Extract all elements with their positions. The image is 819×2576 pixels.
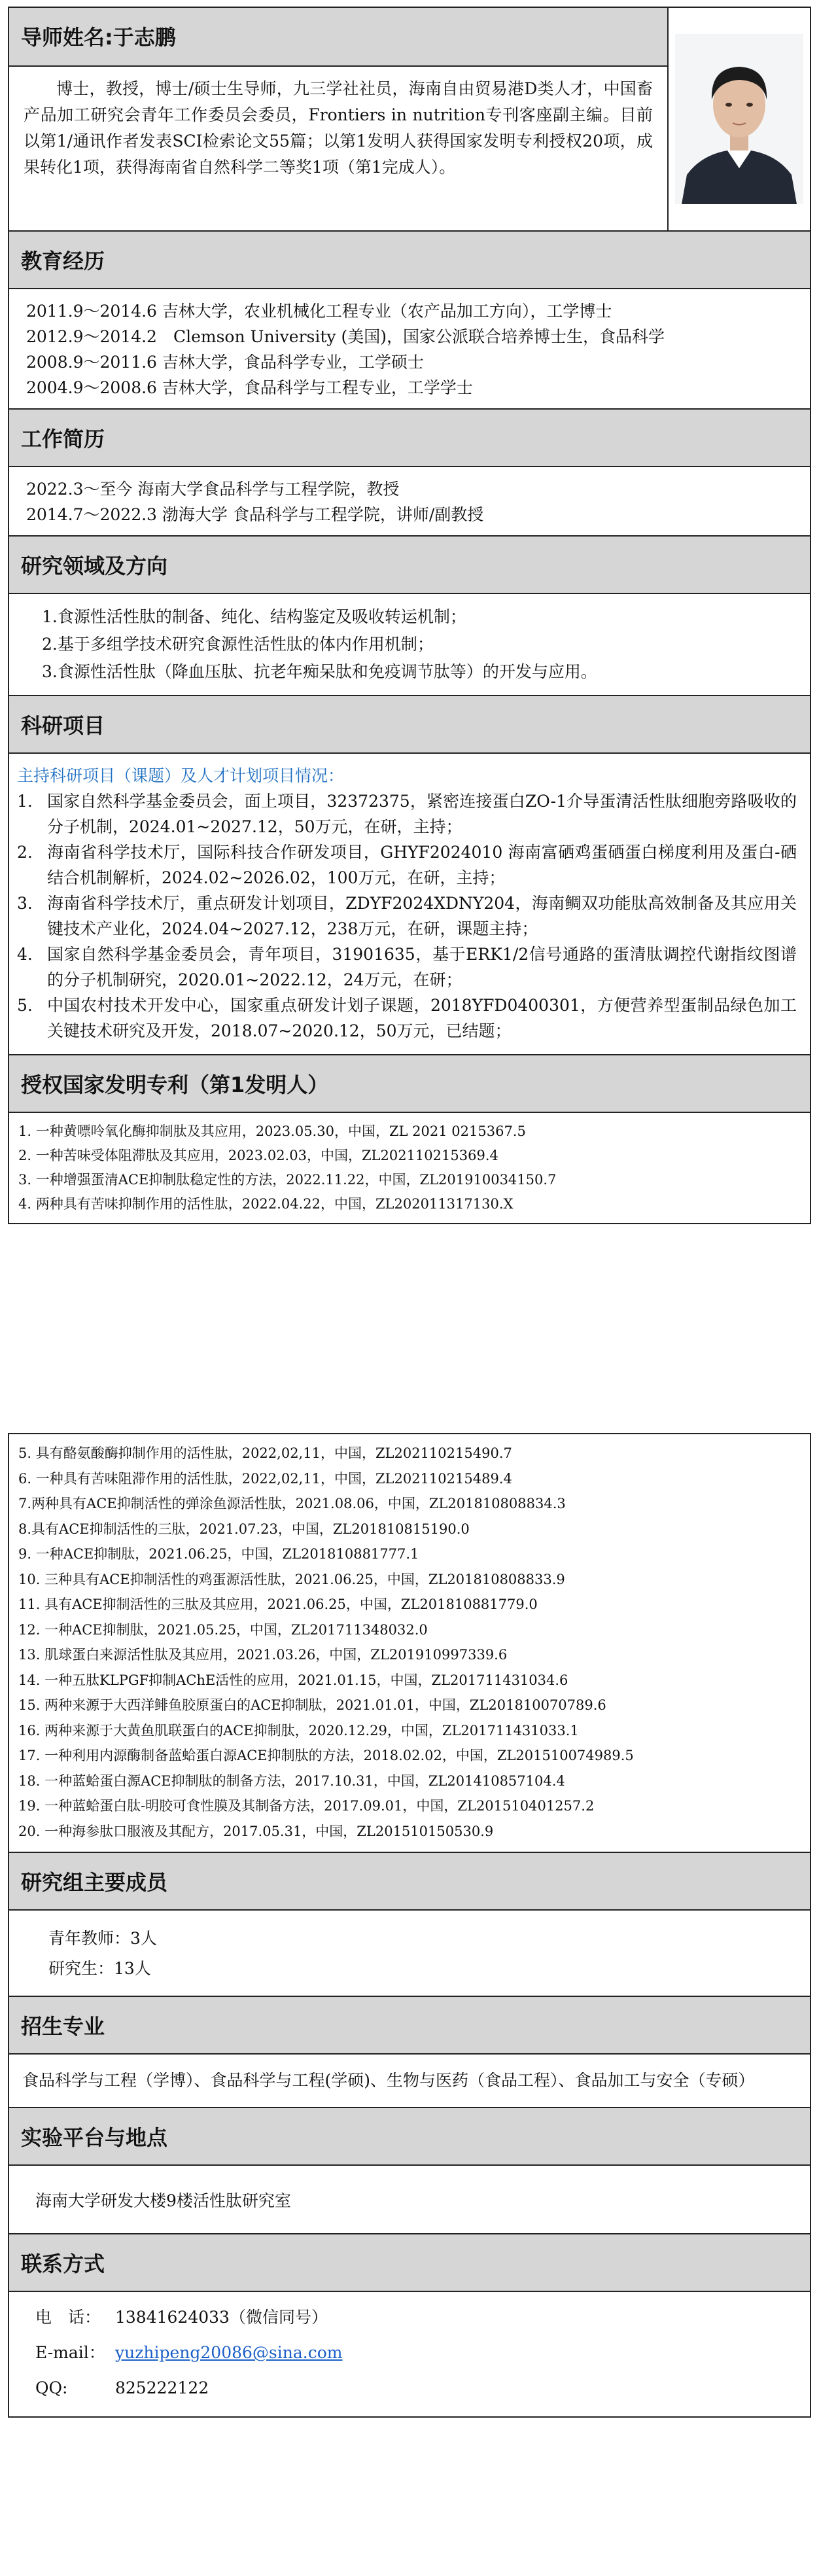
patent-item: 15. 两种来源于大西洋鲱鱼胶原蛋白的ACE抑制肽，2021.01.01，中国，ZL201810070789.6 [18,1697,606,1713]
patent-item: 2. 一种苦味受体阻滞肽及其应用，2023.02.03，中国，ZL202110215369.4 [18,1148,498,1163]
project-text: 海南省科学技术厅，重点研发计划项目，ZDYF2024XDNY204，海南鲷双功能肽高效制备及其应用关键技术产业化，2024.04~2027.12，238万元，在研，课题主持； [47,894,797,938]
research-item: 3.食源性活性肽（降血压肽、抗老年痴呆肽和免疫调节肽等）的开发与应用。 [42,662,597,681]
members-heading: 研究组主要成员 [9,1852,810,1911]
contact-list [9,2292,810,2416]
research-heading: 研究领域及方向 [9,535,810,594]
project-item [17,993,797,1044]
profile-sheet-page-2 [8,1433,811,2418]
platform-heading: 实验平台与地点 [9,2107,810,2166]
patent-item: 3. 一种增强蛋清ACE抑制肽稳定性的方法，2022.11.22，中国，ZL201910034150.7 [18,1172,557,1188]
advisor-intro: 博士，教授，博士/硕士生导师，九三学社社员，海南自由贸易港D类人才，中国畜产品加工研究会青年工作委员会委员，Frontiers in nutrition专刊客座副主编。目前以第1/通讯作者发表SCI检索论文55篇；以第1发明人获得国家发明专利授权20项，成果转化1项，获得海南省自然科学二等奖1项（第1完成人）。 [24,79,653,177]
projects-subheading: 主持科研项目（课题）及人才计划项目情况： [17,766,345,785]
patent-item: 20. 一种海参肽口服液及其配方，2017.05.31，中国，ZL201510150530.9 [18,1823,494,1839]
patent-item: 14. 一种五肽KLPGF抑制AChE活性的应用，2021.01.15，中国，ZL201711431034.6 [18,1672,568,1688]
patent-item: 1. 一种黄嘌呤氧化酶抑制肽及其应用，2023.05.30，中国，ZL 2021 0215367.5 [18,1123,526,1139]
education-list [9,289,810,408]
work-item: 2022.3～至今 海南大学食品科学与工程学院，教授 [26,480,400,499]
contact-phone-row [35,2300,784,2335]
patents-heading: 授权国家发明专利（第1发明人） [9,1054,810,1113]
patent-item: 11. 具有ACE抑制活性的三肽及其应用，2021.06.25，中国，ZL201810881779.0 [18,1597,538,1612]
patent-item: 18. 一种蓝蛤蛋白源ACE抑制肽的制备方法，2017.10.31，中国，ZL201410857104.4 [18,1773,565,1789]
patent-item: 6. 一种具有苦味阻滞作用的活性肽，2022,02,11，中国，ZL202110215489.4 [18,1470,512,1487]
project-number: 2. [17,843,33,862]
patent-item: 4. 两种具有苦味抑制作用的活性肽，2022.04.22，中国，ZL202011317130.X [18,1196,514,1212]
project-item [17,839,797,891]
member-item: 青年教师：3人 [48,1929,157,1948]
project-number: 4. [17,945,33,964]
patent-item: 13. 肌球蛋白来源活性肽及其应用，2021.03.26，中国，ZL201910997339.6 [18,1647,508,1663]
project-number: 3. [17,894,33,913]
header-left [9,8,669,230]
project-number: 5. [17,996,33,1015]
work-heading: 工作简历 [9,408,810,467]
project-number: 1. [17,792,33,811]
projects-list [9,754,810,1054]
education-heading: 教育经历 [9,230,810,289]
members-list [9,1911,810,1996]
patent-item: 10. 三种具有ACE抑制活性的鸡蛋源活性肽，2021.06.25，中国，ZL201810808833.9 [18,1571,565,1587]
education-item: 2011.9～2014.6 吉林大学，农业机械化工程专业（农产品加工方向），工学博士 [26,302,612,321]
contact-email-row [35,2335,784,2371]
education-item: 2012.9～2014.2 Clemson University (美国)，国家公派联合培养博士生，食品科学 [26,327,665,346]
phone-label: 电 话： [35,2308,101,2327]
work-list [9,467,810,535]
contact-qq-row [35,2371,784,2406]
enroll-text: 食品科学与工程（学博）、食品科学与工程(学硕)、生物与医药（食品工程）、食品加工与安全（专硕） [22,2071,755,2090]
projects-heading: 科研项目 [9,695,810,754]
project-item [17,891,797,942]
qq-value: 825222122 [115,2378,209,2397]
email-label: E-mail： [35,2343,105,2362]
patent-item: 19. 一种蓝蛤蛋白肽-明胶可食性膜及其制备方法，2017.09.01，中国，ZL201510401257.2 [18,1798,595,1814]
education-item: 2004.9～2008.6 吉林大学，食品科学与工程专业，工学学士 [26,378,473,397]
patent-item: 17. 一种利用内源酶制备蓝蛤蛋白源ACE抑制肽的方法，2018.02.02，中国，ZL201510074989.5 [18,1748,634,1763]
project-item [17,942,797,993]
advisor-name-heading: 导师姓名:于志鹏 [9,8,667,67]
enroll-heading: 招生专业 [9,1996,810,2055]
project-text: 国家自然科学基金委员会，面上项目，32372375，紧密连接蛋白ZO-1介导蛋清活性肽细胞旁路吸收的分子机制，2024.01~2027.12，50万元，在研，主持； [47,792,797,836]
patents-list-part1 [9,1113,810,1223]
patent-item: 5. 具有酪氨酸酶抑制作用的活性肽，2022,02,11，中国，ZL202110215490.7 [18,1445,512,1461]
patent-item: 16. 两种来源于大黄鱼肌联蛋白的ACE抑制肽，2020.12.29，中国，ZL201711431033.1 [18,1722,579,1738]
header-row [9,8,810,230]
project-text: 海南省科学技术厅，国际科技合作研发项目，GHYF2024010 海南富硒鸡蛋硒蛋白梯度利用及蛋白-硒结合机制解析，2024.02~2026.02，100万元，在研，主持； [47,843,797,887]
contact-heading: 联系方式 [9,2233,810,2292]
phone-value: 13841624033（微信同号） [115,2308,328,2327]
member-item: 研究生：13人 [48,1959,151,1978]
work-item: 2014.7～2022.3 渤海大学 食品科学与工程学院，讲师/副教授 [26,505,484,524]
patent-item: 7.两种具有ACE抑制活性的弹涂鱼源活性肽，2021.08.06，中国，ZL201810808834.3 [18,1496,566,1511]
education-item: 2008.9～2011.6 吉林大学，食品科学专业，工学硕士 [26,353,424,372]
project-text: 国家自然科学基金委员会，青年项目，31901635，基于ERK1/2信号通路的蛋清肽调控代谢指纹图谱的分子机制研究，2020.01~2022.12，24万元，在研； [47,945,797,989]
portrait-image [675,34,803,204]
patent-item: 9. 一种ACE抑制肽，2021.06.25，中国，ZL201810881777.1 [18,1546,419,1562]
research-list [9,594,810,695]
patent-item: 8.具有ACE抑制活性的三肽，2021.07.23，中国，ZL201810815190.0 [18,1521,470,1537]
research-item: 1.食源性活性肽的制备、纯化、结构鉴定及吸收转运机制； [42,607,466,626]
research-item: 2.基于多组学技术研究食源性活性肽的体内作用机制； [42,635,434,654]
qq-label: QQ: [35,2378,68,2397]
profile-sheet-page-1 [8,7,811,1224]
platform-text: 海南大学研发大楼9楼活性肽研究室 [35,2191,291,2210]
patent-item: 12. 一种ACE抑制肽，2021.05.25，中国，ZL201711348032.0 [18,1621,428,1638]
project-text: 中国农村技术开发中心，国家重点研发计划子课题，2018YFD0400301，方便营养型蛋制品绿色加工关键技术研究及开发，2018.07~2020.12，50万元，已结题； [47,996,797,1040]
project-item [17,788,797,839]
advisor-photo [669,8,810,230]
patents-list-part2 [9,1434,810,1852]
email-link[interactable]: yuzhipeng20086@sina.com [115,2343,343,2362]
